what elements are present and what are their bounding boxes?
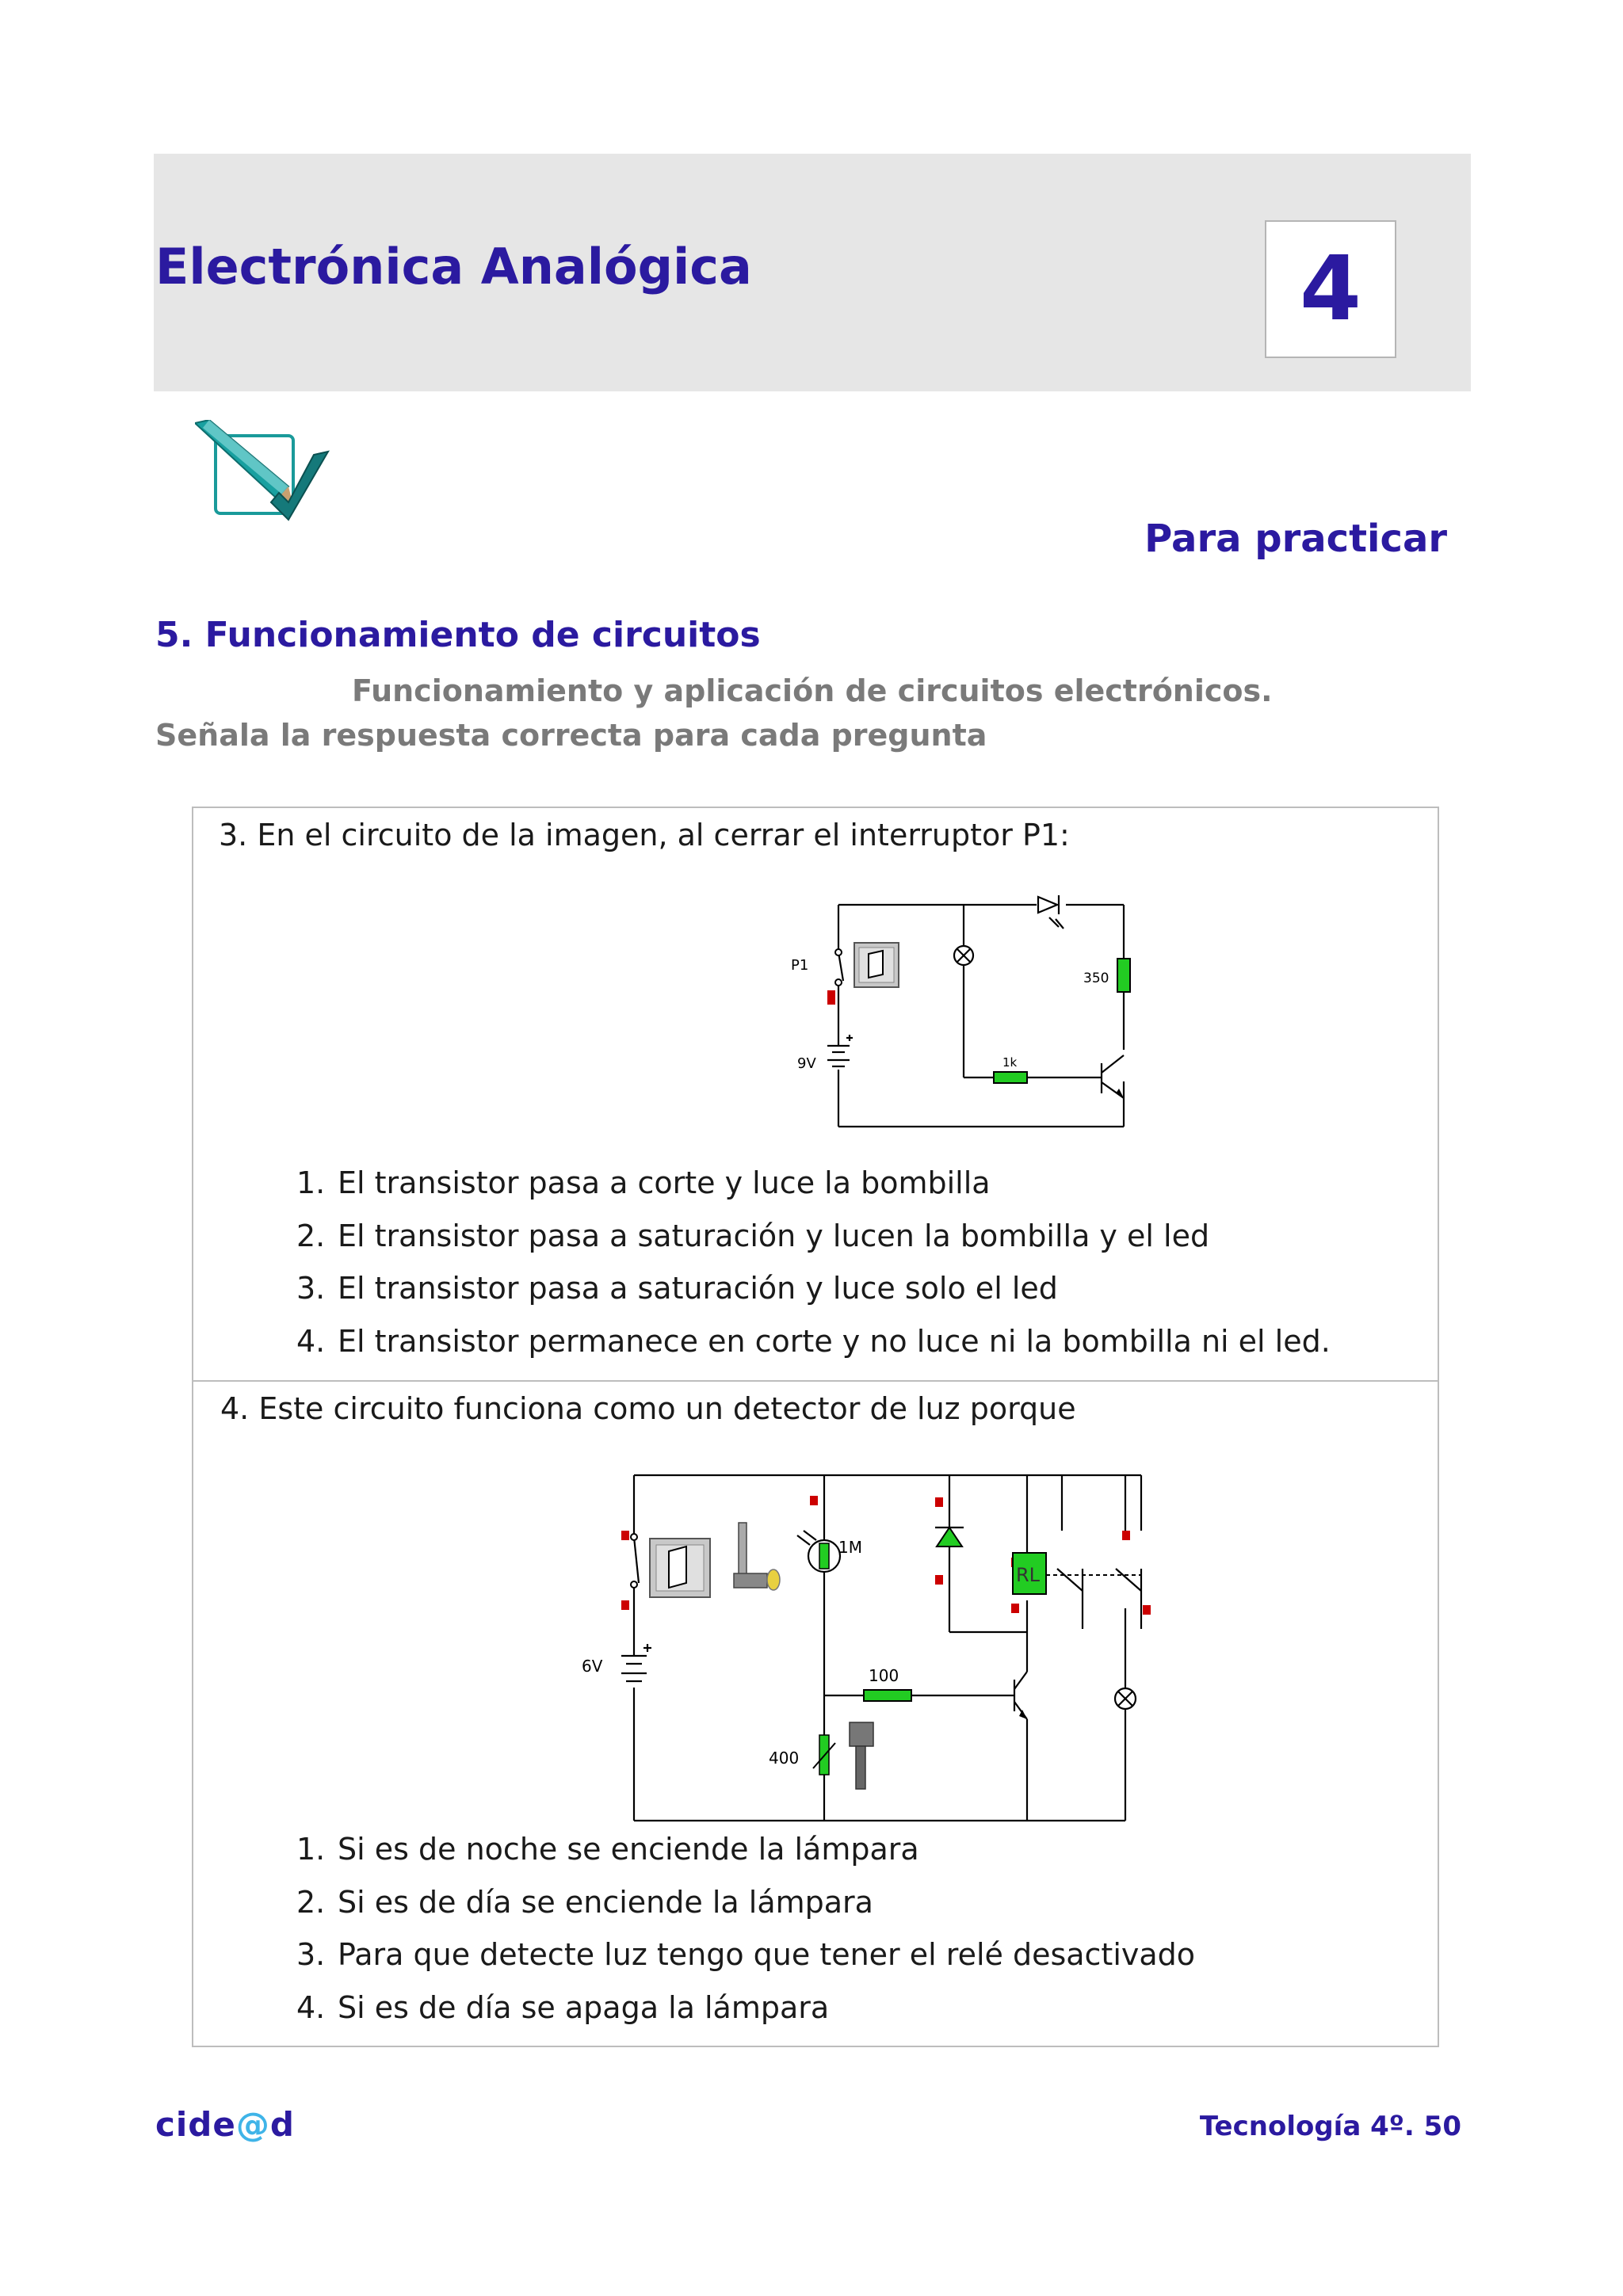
- label-400: 400: [769, 1749, 800, 1768]
- question-4-options: [296, 1823, 1195, 2035]
- circuit-diagram-q4: [571, 1458, 1189, 1830]
- label-6v: 6V: [582, 1657, 603, 1676]
- label-p1: P1: [791, 957, 809, 974]
- option-q3-3[interactable]: 3. El transistor pasa a saturación y luce solo el led: [296, 1271, 1058, 1306]
- option-q3-4[interactable]: 4. El transistor permanece en corte y no luce ni la bombilla ni el led.: [296, 1324, 1331, 1360]
- option-q4-2[interactable]: 2. Si es de día se enciende la lámpara: [296, 1884, 873, 1920]
- question-3-stem: 3. En el circuito de la imagen, al cerrar el interruptor P1:: [219, 818, 1070, 852]
- option-q4-4[interactable]: 4. Si es de día se apaga la lámpara: [296, 1990, 830, 2026]
- section-title: 5. Funcionamiento de circuitos: [155, 615, 761, 655]
- section-instruction: Señala la respuesta correcta para cada pregunta: [155, 718, 987, 753]
- label-1m: 1M: [838, 1538, 862, 1557]
- chapter-number: 4: [1300, 238, 1361, 341]
- pencil-check-icon: [195, 420, 330, 527]
- footer-page-info: Tecnología 4º. 50: [1199, 2111, 1461, 2142]
- label-rl: RL: [1016, 1564, 1041, 1586]
- questions-divider: [192, 1380, 1439, 1382]
- label-9v: 9V: [797, 1055, 816, 1072]
- chapter-title: Electrónica Analógica: [155, 238, 752, 296]
- question-4-stem: 4. Este circuito funciona como un detector de luz porque: [220, 1391, 1076, 1426]
- option-q4-1[interactable]: 1. Si es de noche se enciende la lámpara: [296, 1832, 919, 1867]
- chapter-number-box: [1265, 220, 1396, 358]
- label-350: 350: [1083, 971, 1109, 986]
- cidead-logo: cide@d: [155, 2105, 295, 2144]
- section-subtitle: Funcionamiento y aplicación de circuitos electrónicos.: [352, 673, 1273, 708]
- option-q4-3[interactable]: 3. Para que detecte luz tengo que tener el relé desactivado: [296, 1937, 1196, 1973]
- label-1k: 1k: [1002, 1055, 1018, 1070]
- practice-label: Para practicar: [1144, 517, 1447, 561]
- question-3-options: [296, 1157, 1331, 1368]
- circuit-diagram-q3: [777, 879, 1141, 1133]
- option-q3-2[interactable]: 2. El transistor pasa a saturación y lucen la bombilla y el led: [296, 1218, 1210, 1253]
- option-q3-1[interactable]: 1. El transistor pasa a corte y luce la bombilla: [296, 1165, 991, 1200]
- label-100: 100: [869, 1666, 899, 1685]
